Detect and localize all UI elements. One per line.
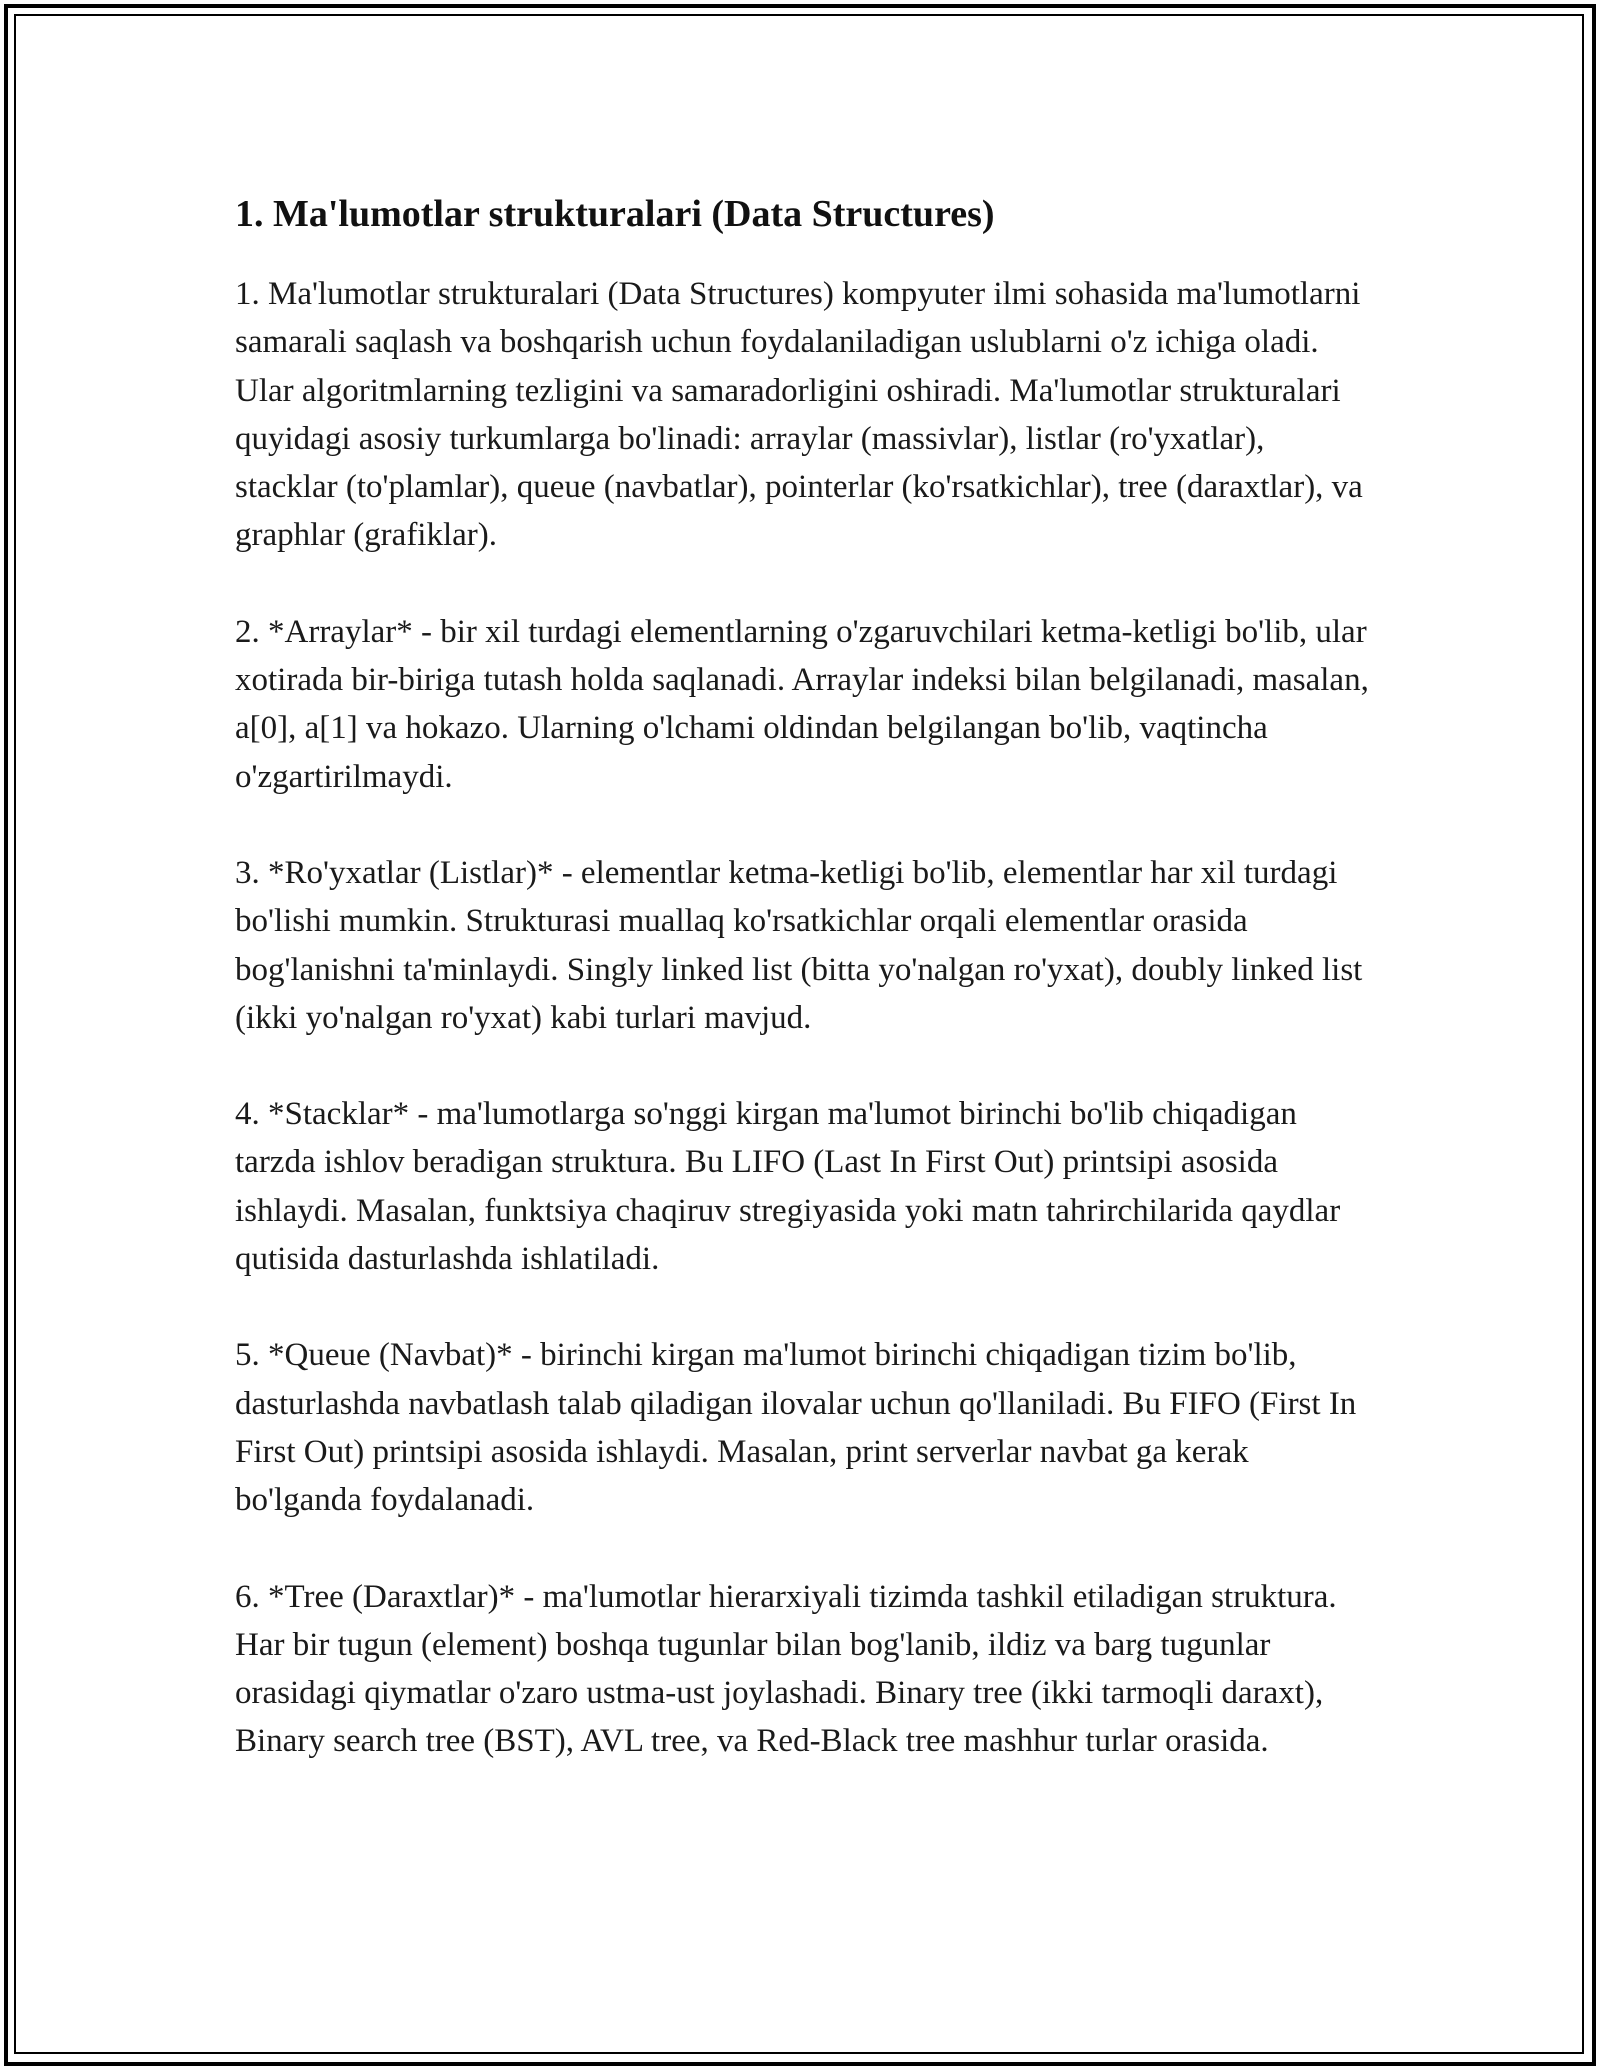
document-title: 1. Ma'lumotlar strukturalari (Data Structures) xyxy=(235,193,995,235)
paragraph-lists: 3. *Ro'yxatlar (Listlar)* - elementlar ketma-ketligi bo'lib, elementlar har xil turdagi bo'lishi mumkin. Strukturasi muallaq ko'rsatkichlar orqali elementlar orasida bog'lanishni ta'minlaydi. Singly linked list (bitta yo'nalgan ro'yxat), doubly linked list (ikki yo'nalgan ro'yxat) kabi turlari mavjud. xyxy=(235,854,1363,1036)
paragraph-intro: 1. Ma'lumotlar strukturalari (Data Structures) kompyuter ilmi sohasida ma'lumotlarni samarali saqlash va boshqarish uchun foydalaniladigan uslublarni o'z ichiga oladi. Ular algoritmlarning tezligini va samaradorligini oshiradi. Ma'lumotlar strukturalari quyidagi asosiy turkumlarga bo'linadi: arraylar (massivlar), listlar (ro'yxatlar), stacklar (to'plamlar), queue (navbatlar), pointerlar (ko'rsatkichlar), tree (daraxtlar), va graphlar (grafiklar). xyxy=(235,276,1363,554)
paragraph-queue: 5. *Queue (Navbat)* - birinchi kirgan ma'lumot birinchi chiqadigan tizim bo'lib, dasturlashda navbatlash talab qiladigan ilovalar uchun qo'llaniladi. Bu FIFO (First In First Out) printsipi asosida ishlaydi. Masalan, print serverlar navbat ga kerak bo'lganda foydalanadi. xyxy=(235,1337,1357,1519)
paragraph-arrays: 2. *Arraylar* - bir xil turdagi elementlarning o'zgaruvchilari ketma-ketligi bo'lib, ular xotirada bir-biriga tutash holda saqlanadi. Arraylar indeksi bilan belgilanadi, masalan, a[0], a[1] va hokazo. Ularning o'lchami oldindan belgilangan bo'lib, vaqtincha o'zgartirilmaydi. xyxy=(235,613,1369,795)
paragraph-trees: 6. *Tree (Daraxtlar)* - ma'lumotlar hierarxiyali tizimda tashkil etiladigan struktura. Har bir tugun (element) boshqa tugunlar bilan bog'lanib, ildiz va barg tugunlar orasidagi qiymatlar o'zaro ustma-ust joylashadi. Binary tree (ikki tarmoqli daraxt), Binary search tree (BST), AVL tree, va Red-Black tree mashhur turlar orasida. xyxy=(235,1578,1337,1760)
document-body xyxy=(235,190,1375,1814)
paragraph-stacks: 4. *Stacklar* - ma'lumotlarga so'nggi kirgan ma'lumot birinchi bo'lib chiqadigan tarzda ishlov beradigan struktura. Bu LIFO (Last In First Out) printsipi asosida ishlaydi. Masalan, funktsiya chaqiruv stregiyasida yoki matn tahrirchilarida qaydlar qutisida dasturlashda ishlatiladi. xyxy=(235,1096,1341,1278)
